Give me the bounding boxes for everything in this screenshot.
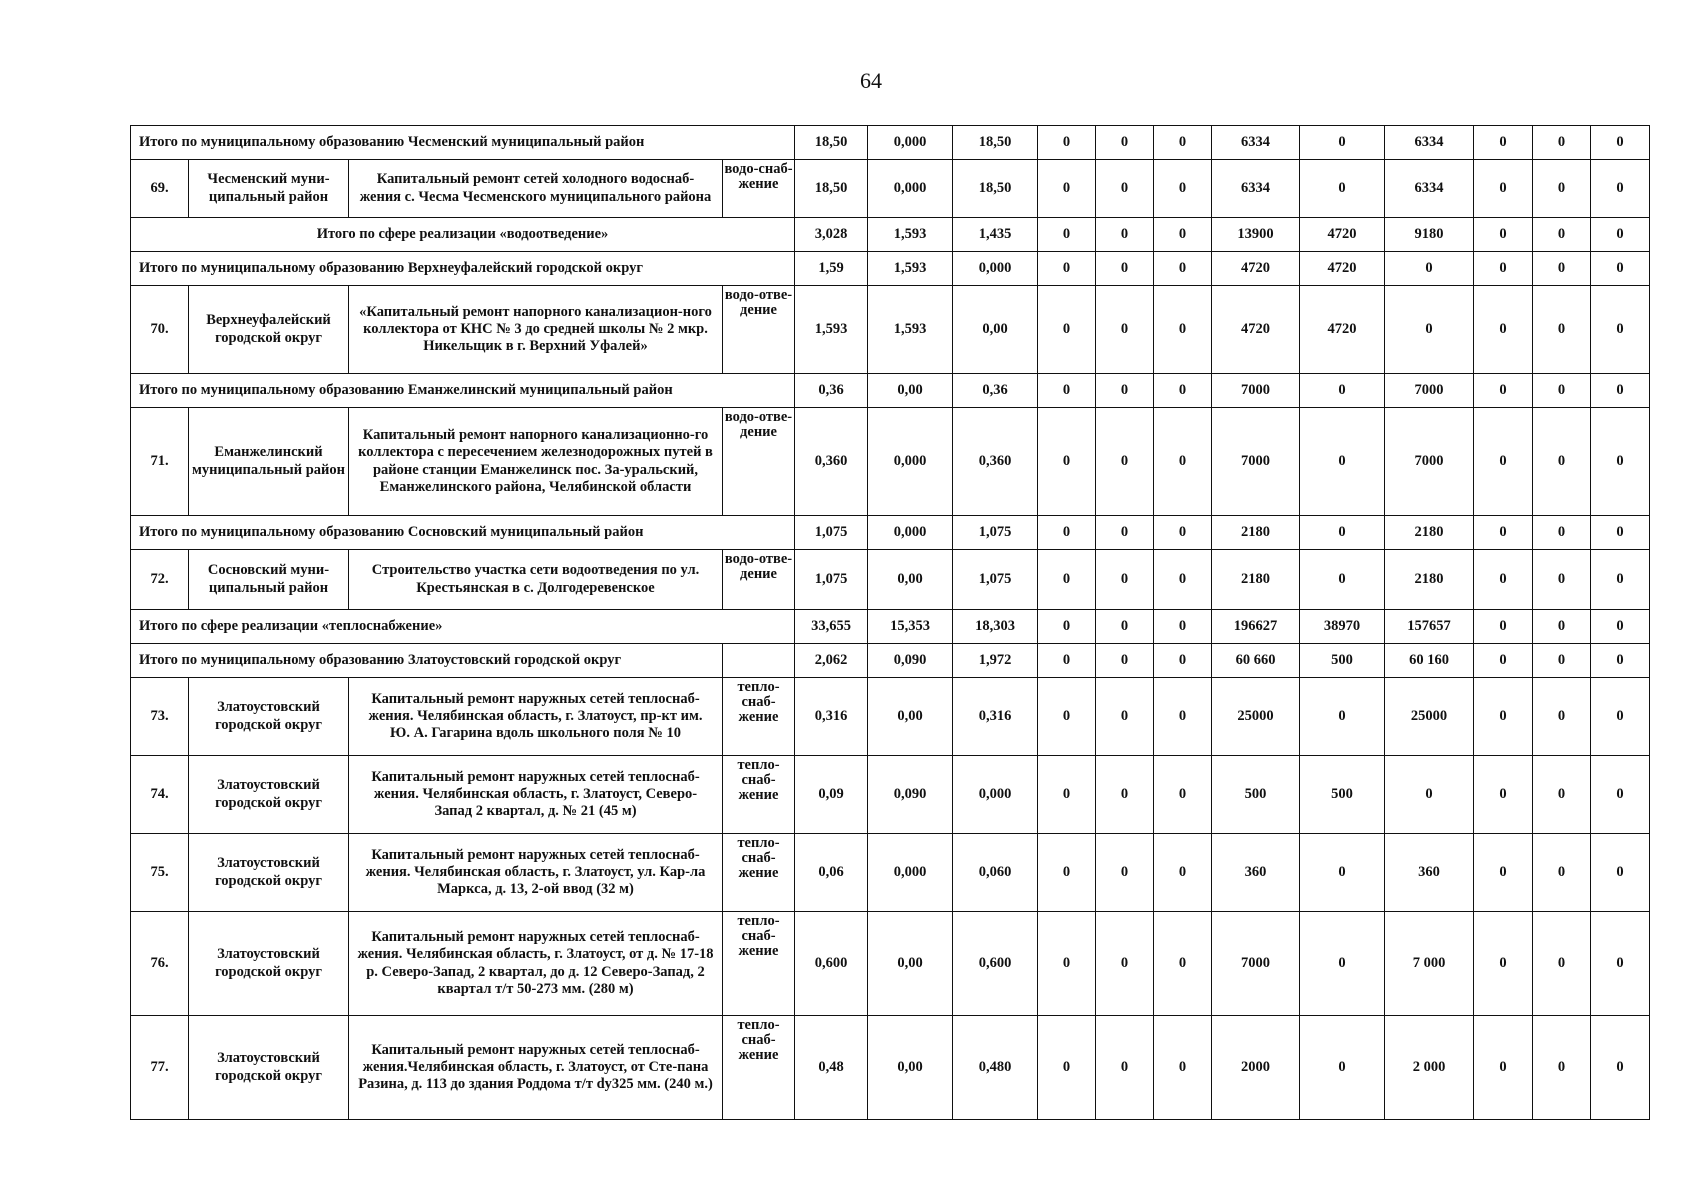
value-cell: 6334: [1212, 126, 1300, 160]
value-cell: 0: [1533, 1016, 1591, 1120]
value-cell: 0,316: [795, 678, 868, 756]
value-cell: 2000: [1212, 1016, 1300, 1120]
value-cell: 0: [1591, 1016, 1650, 1120]
value-cell: 0: [1154, 756, 1212, 834]
project-row: [131, 834, 1650, 912]
value-cell: 0,090: [868, 756, 953, 834]
empty-cell: [723, 644, 795, 678]
value-cell: 4720: [1300, 218, 1385, 252]
value-cell: 0: [1591, 644, 1650, 678]
value-cell: 0: [1474, 756, 1533, 834]
value-cell: 7000: [1212, 374, 1300, 408]
value-cell: 25000: [1385, 678, 1474, 756]
value-cell: 0,600: [953, 912, 1038, 1016]
sphere-label: тепло-снаб-жение: [737, 679, 780, 726]
row-number: 73.: [131, 678, 189, 756]
value-cell: 0: [1300, 550, 1385, 610]
value-cell: 2,062: [795, 644, 868, 678]
sphere-label: водо-отве-дение: [724, 287, 793, 319]
value-cell: 500: [1300, 644, 1385, 678]
value-cell: 0: [1038, 1016, 1096, 1120]
value-cell: 0: [1591, 610, 1650, 644]
value-cell: 0: [1096, 678, 1154, 756]
value-cell: 0: [1038, 126, 1096, 160]
value-cell: 0: [1474, 218, 1533, 252]
value-cell: 0,090: [868, 644, 953, 678]
value-cell: 0: [1591, 160, 1650, 218]
value-cell: 0: [1385, 286, 1474, 374]
value-cell: 0: [1154, 286, 1212, 374]
value-cell: 196627: [1212, 610, 1300, 644]
project-description: Капитальный ремонт наружных сетей теплоснаб-жения. Челябинская область, г. Златоуст, Северо-Запад 2 квартал, д. № 21 (45 м): [349, 756, 723, 834]
value-cell: 1,075: [795, 550, 868, 610]
value-cell: 0: [1474, 1016, 1533, 1120]
value-cell: 1,59: [795, 252, 868, 286]
value-cell: 0: [1038, 408, 1096, 516]
value-cell: 0,000: [868, 834, 953, 912]
value-cell: 0: [1096, 516, 1154, 550]
value-cell: 0: [1533, 516, 1591, 550]
value-cell: 0: [1533, 126, 1591, 160]
value-cell: 0: [1038, 374, 1096, 408]
subtotal-label: Итого по муниципальному образованию Верхнеуфалейский городской округ: [131, 252, 795, 286]
municipality-cell: Верхнеуфалейский городской округ: [189, 286, 349, 374]
municipality-cell: Златоустовский городской округ: [189, 678, 349, 756]
value-cell: 4720: [1300, 252, 1385, 286]
value-cell: 0: [1385, 252, 1474, 286]
value-cell: 0: [1154, 218, 1212, 252]
value-cell: 0,00: [868, 550, 953, 610]
value-cell: 0: [1474, 644, 1533, 678]
sphere-label: водо-отве-дение: [724, 409, 793, 441]
value-cell: 0: [1096, 756, 1154, 834]
value-cell: 0: [1474, 126, 1533, 160]
value-cell: 0: [1038, 678, 1096, 756]
value-cell: 0: [1154, 834, 1212, 912]
value-cell: 0: [1096, 160, 1154, 218]
value-cell: 0,00: [953, 286, 1038, 374]
sphere-label: тепло-снаб-жение: [737, 757, 780, 804]
value-cell: 13900: [1212, 218, 1300, 252]
row-number: 69.: [131, 160, 189, 218]
project-row: [131, 678, 1650, 756]
project-row: [131, 286, 1650, 374]
sphere-cell: [723, 1016, 795, 1120]
value-cell: 0,000: [953, 252, 1038, 286]
value-cell: 0: [1533, 550, 1591, 610]
value-cell: 0,600: [795, 912, 868, 1016]
value-cell: 360: [1385, 834, 1474, 912]
value-cell: 15,353: [868, 610, 953, 644]
sphere-cell: [723, 408, 795, 516]
value-cell: 0: [1096, 126, 1154, 160]
value-cell: 0,36: [953, 374, 1038, 408]
value-cell: 500: [1212, 756, 1300, 834]
subtotal-row: [131, 516, 1650, 550]
value-cell: 0: [1096, 550, 1154, 610]
value-cell: 6334: [1212, 160, 1300, 218]
sphere-label: водо-снаб-жение: [724, 161, 793, 193]
subtotal-label: Итого по сфере реализации «водоотведение»: [131, 218, 795, 252]
value-cell: 0: [1038, 756, 1096, 834]
project-description: «Капитальный ремонт напорного канализацион-ного коллектора от КНС № 3 до средней школы № 2 мкр. Никельщик в г. Верхний Уфалей»: [349, 286, 723, 374]
value-cell: 0: [1038, 218, 1096, 252]
value-cell: 1,075: [795, 516, 868, 550]
value-cell: 0: [1096, 912, 1154, 1016]
value-cell: 0: [1096, 610, 1154, 644]
value-cell: 60 660: [1212, 644, 1300, 678]
value-cell: 0: [1474, 374, 1533, 408]
value-cell: 0: [1154, 516, 1212, 550]
municipality-cell: Златоустовский городской округ: [189, 912, 349, 1016]
project-description: Капитальный ремонт сетей холодного водоснаб-жения с. Чесма Чесменского муниципального района: [349, 160, 723, 218]
value-cell: 33,655: [795, 610, 868, 644]
value-cell: 0: [1474, 286, 1533, 374]
project-description: Строительство участка сети водоотведения по ул. Крестьянская в с. Долгодеревенское: [349, 550, 723, 610]
value-cell: 1,075: [953, 516, 1038, 550]
value-cell: 0: [1154, 644, 1212, 678]
project-row: [131, 912, 1650, 1016]
value-cell: 0: [1591, 408, 1650, 516]
municipality-cell: Сосновский муни-ципальный район: [189, 550, 349, 610]
value-cell: 18,303: [953, 610, 1038, 644]
project-description: Капитальный ремонт наружных сетей теплоснаб-жения.Челябинская область, г. Златоуст, от Сте-пана Разина, д. 113 до здания Роддома т/т dy325 мм. (240 м.): [349, 1016, 723, 1120]
value-cell: 0: [1533, 160, 1591, 218]
sphere-cell: [723, 286, 795, 374]
value-cell: 0: [1591, 550, 1650, 610]
value-cell: 0,360: [953, 408, 1038, 516]
value-cell: 0: [1096, 218, 1154, 252]
value-cell: 0: [1038, 644, 1096, 678]
value-cell: 0,480: [953, 1016, 1038, 1120]
value-cell: 0,000: [868, 126, 953, 160]
value-cell: 157657: [1385, 610, 1474, 644]
value-cell: 1,593: [868, 252, 953, 286]
value-cell: 0: [1038, 516, 1096, 550]
value-cell: 4720: [1300, 286, 1385, 374]
sphere-cell: [723, 550, 795, 610]
project-row: [131, 756, 1650, 834]
value-cell: 0: [1474, 252, 1533, 286]
value-cell: 0: [1300, 126, 1385, 160]
value-cell: 2 000: [1385, 1016, 1474, 1120]
value-cell: 2180: [1212, 550, 1300, 610]
subtotal-row: [131, 644, 1650, 678]
value-cell: 0: [1591, 218, 1650, 252]
value-cell: 0: [1591, 286, 1650, 374]
value-cell: 0: [1096, 834, 1154, 912]
value-cell: 2180: [1385, 516, 1474, 550]
municipality-cell: Чесменский муни-ципальный район: [189, 160, 349, 218]
value-cell: 0: [1533, 218, 1591, 252]
value-cell: 9180: [1385, 218, 1474, 252]
value-cell: 0: [1474, 912, 1533, 1016]
project-row: [131, 1016, 1650, 1120]
row-number: 76.: [131, 912, 189, 1016]
value-cell: 0: [1300, 1016, 1385, 1120]
value-cell: 0: [1533, 252, 1591, 286]
value-cell: 0: [1533, 644, 1591, 678]
value-cell: 0: [1591, 912, 1650, 1016]
sphere-label: водо-отве-дение: [724, 551, 793, 583]
value-cell: 0: [1096, 374, 1154, 408]
value-cell: 500: [1300, 756, 1385, 834]
subtotal-label: Итого по сфере реализации «теплоснабжение»: [131, 610, 795, 644]
value-cell: 0: [1474, 408, 1533, 516]
value-cell: 0,09: [795, 756, 868, 834]
value-cell: 60 160: [1385, 644, 1474, 678]
value-cell: 0,06: [795, 834, 868, 912]
value-cell: 0: [1038, 834, 1096, 912]
value-cell: 0: [1591, 678, 1650, 756]
value-cell: 0: [1474, 160, 1533, 218]
value-cell: 0,000: [868, 516, 953, 550]
value-cell: 0: [1154, 550, 1212, 610]
value-cell: 7000: [1385, 374, 1474, 408]
value-cell: 0: [1154, 126, 1212, 160]
value-cell: 1,435: [953, 218, 1038, 252]
row-number: 72.: [131, 550, 189, 610]
value-cell: 0,000: [953, 756, 1038, 834]
value-cell: 0: [1533, 834, 1591, 912]
value-cell: 4720: [1212, 252, 1300, 286]
value-cell: 0: [1038, 550, 1096, 610]
project-description: Капитальный ремонт напорного канализационно-го коллектора с пересечением железнодорожных путей в районе станции Еманжелинск пос. За-уральский, Еманжелинского района, Челябинской области: [349, 408, 723, 516]
value-cell: 0: [1474, 610, 1533, 644]
municipality-cell: Златоустовский городской округ: [189, 756, 349, 834]
subtotal-label: Итого по муниципальному образованию Сосновский муниципальный район: [131, 516, 795, 550]
value-cell: 0: [1096, 286, 1154, 374]
value-cell: 0,00: [868, 1016, 953, 1120]
row-number: 71.: [131, 408, 189, 516]
value-cell: 7000: [1212, 408, 1300, 516]
value-cell: 0: [1096, 644, 1154, 678]
value-cell: 0,316: [953, 678, 1038, 756]
value-cell: 0,060: [953, 834, 1038, 912]
value-cell: 0: [1038, 286, 1096, 374]
municipality-cell: Златоустовский городской округ: [189, 1016, 349, 1120]
value-cell: 18,50: [795, 126, 868, 160]
value-cell: 0: [1385, 756, 1474, 834]
value-cell: 0: [1300, 160, 1385, 218]
value-cell: 1,972: [953, 644, 1038, 678]
value-cell: 0,00: [868, 374, 953, 408]
value-cell: 0: [1300, 912, 1385, 1016]
project-row: [131, 160, 1650, 218]
value-cell: 0,360: [795, 408, 868, 516]
value-cell: 4720: [1212, 286, 1300, 374]
project-row: [131, 408, 1650, 516]
value-cell: 2180: [1212, 516, 1300, 550]
sphere-label: тепло-снаб-жение: [737, 913, 780, 960]
value-cell: 0: [1591, 756, 1650, 834]
value-cell: 3,028: [795, 218, 868, 252]
subtotal-row: [131, 374, 1650, 408]
value-cell: 0: [1591, 252, 1650, 286]
subtotal-row: [131, 610, 1650, 644]
value-cell: 0: [1096, 408, 1154, 516]
subtotal-label: Итого по муниципальному образованию Еманжелинский муниципальный район: [131, 374, 795, 408]
value-cell: 7000: [1385, 408, 1474, 516]
value-cell: 1,593: [868, 286, 953, 374]
subtotal-label: Итого по муниципальному образованию Златоустовский городской округ: [131, 644, 723, 678]
subtotal-row: [131, 126, 1650, 160]
project-description: Капитальный ремонт наружных сетей теплоснаб-жения. Челябинская область, г. Златоуст, от д. № 17-18 р. Северо-Запад, 2 квартал, до д. 12 Северо-Запад, 2 квартал т/т 50-273 мм. (280 м): [349, 912, 723, 1016]
value-cell: 7000: [1212, 912, 1300, 1016]
municipality-cell: Еманжелинский муниципальный район: [189, 408, 349, 516]
value-cell: 2180: [1385, 550, 1474, 610]
sphere-cell: [723, 678, 795, 756]
investment-program-table: [130, 125, 1650, 1120]
sphere-cell: [723, 912, 795, 1016]
row-number: 70.: [131, 286, 189, 374]
value-cell: 0: [1533, 756, 1591, 834]
value-cell: 0: [1591, 126, 1650, 160]
value-cell: 0: [1038, 160, 1096, 218]
value-cell: 0: [1300, 374, 1385, 408]
subtotal-row: [131, 252, 1650, 286]
value-cell: 6334: [1385, 126, 1474, 160]
subtotal-row: [131, 218, 1650, 252]
page-number: 64: [860, 68, 882, 93]
value-cell: 0: [1474, 678, 1533, 756]
value-cell: 0,36: [795, 374, 868, 408]
value-cell: 0: [1300, 834, 1385, 912]
value-cell: 1,593: [868, 218, 953, 252]
sphere-cell: [723, 834, 795, 912]
value-cell: 0: [1591, 516, 1650, 550]
project-description: Капитальный ремонт наружных сетей теплоснаб-жения. Челябинская область, г. Златоуст, пр-кт им. Ю. А. Гагарина вдоль школьного поля № 10: [349, 678, 723, 756]
value-cell: 0: [1533, 610, 1591, 644]
value-cell: 0: [1474, 834, 1533, 912]
value-cell: 0: [1533, 286, 1591, 374]
value-cell: 0: [1591, 834, 1650, 912]
value-cell: 0: [1154, 912, 1212, 1016]
value-cell: 1,593: [795, 286, 868, 374]
sphere-cell: [723, 160, 795, 218]
row-number: 74.: [131, 756, 189, 834]
value-cell: 0,00: [868, 678, 953, 756]
value-cell: 0: [1300, 678, 1385, 756]
value-cell: 0: [1096, 252, 1154, 286]
value-cell: 0,00: [868, 912, 953, 1016]
row-number: 77.: [131, 1016, 189, 1120]
value-cell: 0: [1300, 516, 1385, 550]
value-cell: 18,50: [953, 126, 1038, 160]
sphere-label: тепло-снаб-жение: [737, 835, 780, 882]
value-cell: 0: [1533, 678, 1591, 756]
municipality-cell: Златоустовский городской округ: [189, 834, 349, 912]
value-cell: 0,48: [795, 1016, 868, 1120]
value-cell: 0: [1096, 1016, 1154, 1120]
value-cell: 0: [1300, 408, 1385, 516]
value-cell: 0: [1038, 252, 1096, 286]
project-description: Капитальный ремонт наружных сетей теплоснаб-жения. Челябинская область, г. Златоуст, ул. Кар-ла Маркса, д. 13, 2-ой ввод (32 м): [349, 834, 723, 912]
subtotal-label: Итого по муниципальному образованию Чесменский муниципальный район: [131, 126, 795, 160]
value-cell: 25000: [1212, 678, 1300, 756]
sphere-cell: [723, 756, 795, 834]
value-cell: 0: [1038, 610, 1096, 644]
value-cell: 0: [1474, 516, 1533, 550]
value-cell: 0: [1038, 912, 1096, 1016]
value-cell: 6334: [1385, 160, 1474, 218]
value-cell: 0: [1154, 252, 1212, 286]
value-cell: 0: [1533, 912, 1591, 1016]
value-cell: 0: [1591, 374, 1650, 408]
value-cell: 38970: [1300, 610, 1385, 644]
value-cell: 360: [1212, 834, 1300, 912]
sphere-label: тепло-снаб-жение: [737, 1017, 780, 1064]
value-cell: 0: [1154, 374, 1212, 408]
value-cell: 0: [1533, 374, 1591, 408]
value-cell: 18,50: [795, 160, 868, 218]
value-cell: 18,50: [953, 160, 1038, 218]
value-cell: 0: [1154, 408, 1212, 516]
value-cell: 0: [1533, 408, 1591, 516]
value-cell: 0,000: [868, 160, 953, 218]
value-cell: 0: [1154, 160, 1212, 218]
value-cell: 0: [1154, 1016, 1212, 1120]
value-cell: 0: [1474, 550, 1533, 610]
row-number: 75.: [131, 834, 189, 912]
value-cell: 1,075: [953, 550, 1038, 610]
value-cell: 0,000: [868, 408, 953, 516]
value-cell: 7 000: [1385, 912, 1474, 1016]
value-cell: 0: [1154, 610, 1212, 644]
value-cell: 0: [1154, 678, 1212, 756]
project-row: [131, 550, 1650, 610]
